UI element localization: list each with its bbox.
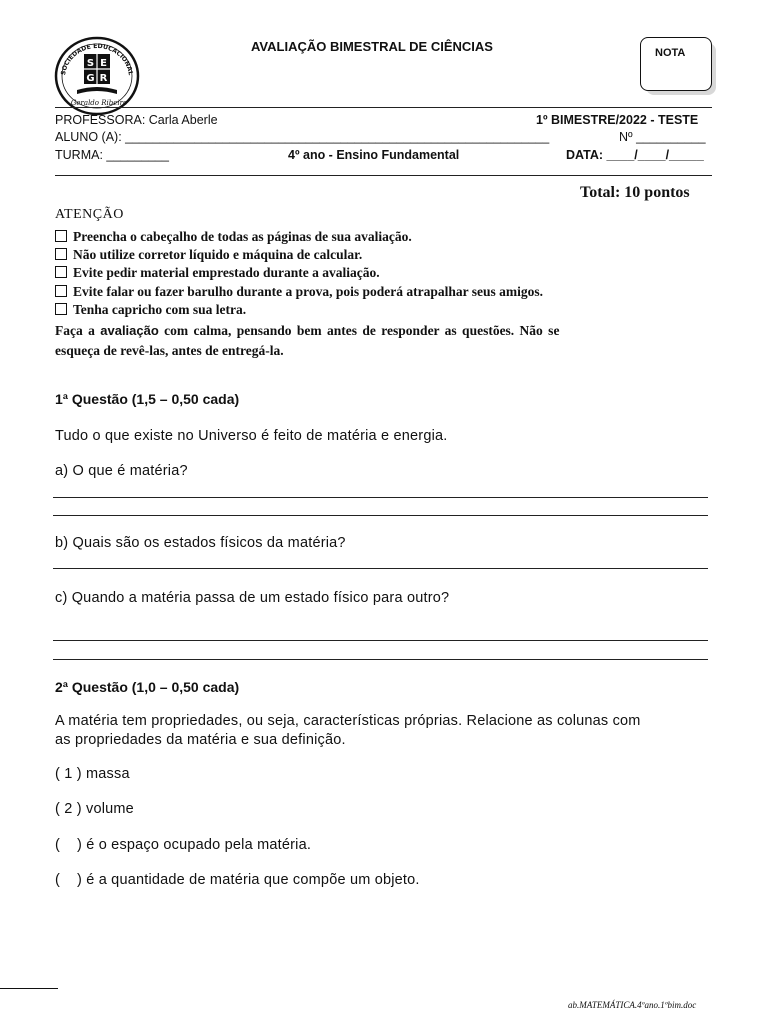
answer-line[interactable] [53,640,708,641]
q2-option-2: ( 2 ) volume [55,801,134,817]
q2-intro-1: A matéria tem propriedades, ou seja, características próprias. Relacione as colunas com [55,713,641,729]
logo-letter-r: R [99,73,108,84]
attention-note-2: esqueça de revê-las, antes de entregá-la. [55,343,284,358]
total-points: Total: 10 pontos [580,184,690,201]
q1-c: c) Quando a matéria passa de um estado físico para outro? [55,590,450,606]
bimestre-field: 1º BIMESTRE/2022 - TESTE [536,113,699,127]
q1-intro: Tudo o que existe no Universo é feito de matéria e energia. [55,428,448,444]
checkbox-icon [55,230,67,242]
school-logo [53,34,141,118]
footer-rule [0,988,58,989]
attention-item: Não utilize corretor líquido e máquina de calcular. [55,247,362,263]
data-field[interactable]: DATA: ____/____/_____ [566,148,704,162]
q1-a: a) O que é matéria? [55,463,188,479]
attention-item: Evite pedir material emprestado durante a avaliação. [55,265,380,281]
checkbox-icon [55,248,67,260]
divider [55,175,712,176]
q1-b: b) Quais são os estados físicos da matéria? [55,535,346,551]
answer-line[interactable] [53,568,708,569]
q2-definition-1[interactable]: ( ) é o espaço ocupado pela matéria. [55,837,312,853]
numero-field[interactable]: Nº __________ [619,130,706,144]
divider [55,107,712,108]
aluno-field[interactable]: ALUNO (A): _____________________________________________________________ [55,130,550,144]
logo-letter-e: E [100,58,107,69]
attention-title: ATENÇÃO [55,207,124,222]
page-title: AVALIAÇÃO BIMESTRAL DE CIÊNCIAS [251,39,493,54]
attention-item: Tenha capricho com sua letra. [55,302,246,318]
logo-top-text: SOCIEDADE EDUCACIONAL [60,42,134,76]
attention-note: Faça a avaliação com calma, pensando bem antes de responder as questões. Não se [55,323,560,338]
attention-item: Preencha o cabeçalho de todas as páginas de sua avaliação. [55,229,412,245]
logo-letter-s: S [86,58,95,69]
attention-item: Evite falar ou fazer barulho durante a prova, pois poderá atrapalhar seus amigos. [55,284,543,300]
logo-letter-g: G [86,73,95,84]
answer-line[interactable] [53,659,708,660]
q2-intro-2: as propriedades da matéria e sua definição. [55,732,346,748]
serie-field: 4º ano - Ensino Fundamental [288,148,460,162]
turma-field[interactable]: TURMA: _________ [55,148,169,162]
checkbox-icon [55,303,67,315]
nota-box [640,37,712,91]
answer-line[interactable] [53,497,708,498]
checkbox-icon [55,285,67,297]
q2-definition-2[interactable]: ( ) é a quantidade de matéria que compõe um objeto. [55,872,420,888]
logo-signature: Geraldo Ribeiro [70,99,128,107]
q1-title: 1ª Questão (1,5 – 0,50 cada) [55,391,240,407]
q2-option-1: ( 1 ) massa [55,766,130,782]
professora-field: PROFESSORA: Carla Aberle [55,113,218,127]
footer-filename: ab.MATEMÁTICA.4ºano.1ºbim.doc [568,1000,697,1010]
nota-label: NOTA [655,47,686,59]
checkbox-icon [55,266,67,278]
answer-line[interactable] [53,515,708,516]
q2-title: 2ª Questão (1,0 – 0,50 cada) [55,679,240,695]
